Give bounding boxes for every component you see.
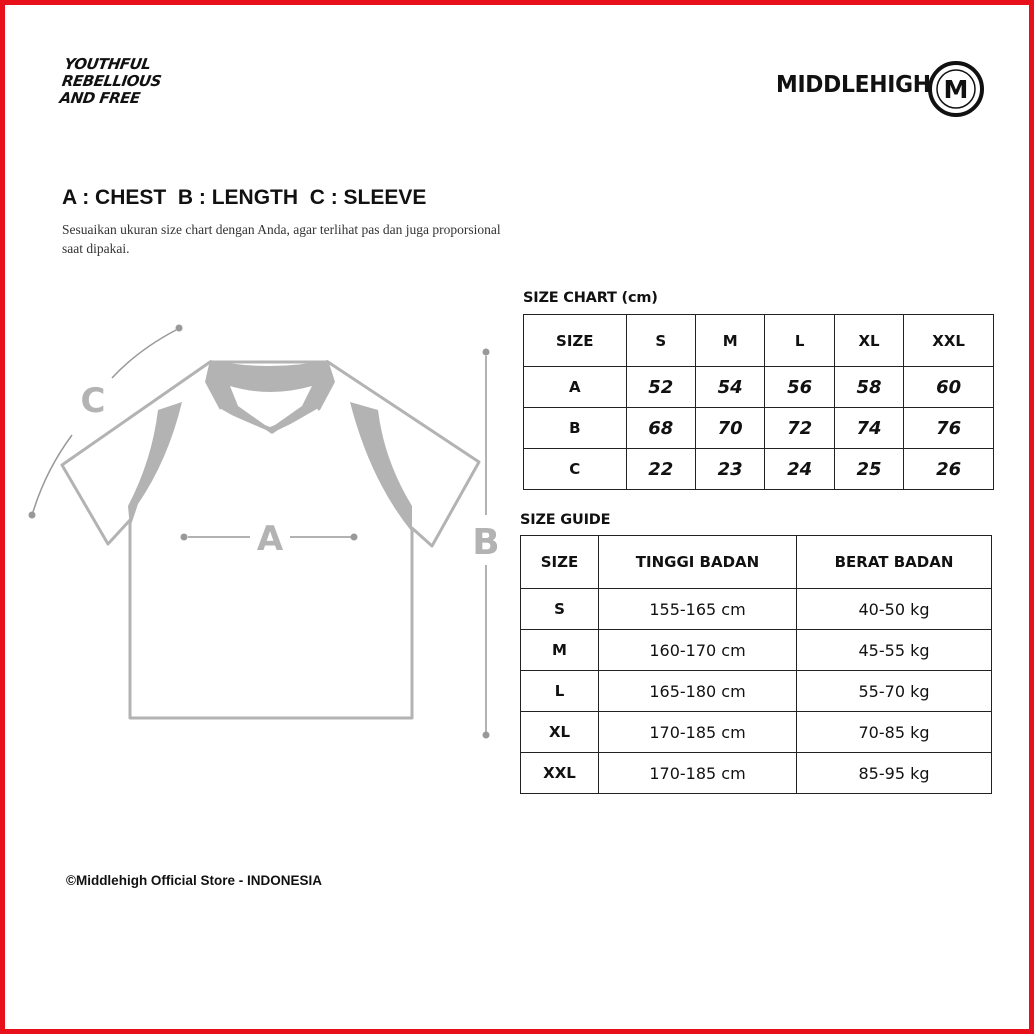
shirt-diagram	[20, 310, 510, 750]
row-label: C	[524, 449, 627, 490]
weight-cell: 55-70 kg	[797, 671, 992, 712]
weight-cell: 85-95 kg	[797, 753, 992, 794]
brand-logo-letter: M	[943, 75, 969, 104]
length-measure-line	[472, 349, 499, 739]
size-guide-row	[521, 671, 992, 712]
size-guide-row	[521, 753, 992, 794]
size-cell: XL	[521, 712, 599, 753]
size-cell: XXL	[521, 753, 599, 794]
height-cell: 165-180 cm	[599, 671, 797, 712]
size-guide-header-row	[521, 536, 992, 589]
height-cell: 170-185 cm	[599, 712, 797, 753]
size-guide-header-cell: SIZE	[521, 536, 599, 589]
size-chart-header-cell: S	[626, 315, 695, 367]
size-chart-row-sleeve	[524, 449, 994, 490]
weight-cell: 70-85 kg	[797, 712, 992, 753]
size-chart-table	[523, 314, 994, 490]
measure-cell: 24	[765, 449, 834, 490]
size-guide-title: SIZE GUIDE	[520, 512, 611, 528]
measure-cell: 74	[834, 408, 903, 449]
size-chart-header-cell: XXL	[904, 315, 994, 367]
measure-cell: 60	[904, 367, 994, 408]
size-chart-row-chest	[524, 367, 994, 408]
measure-cell: 26	[904, 449, 994, 490]
size-cell: S	[521, 589, 599, 630]
brand-name: MIDDLEHIGH	[776, 72, 931, 98]
size-guide-row	[521, 589, 992, 630]
measure-cell: 22	[626, 449, 695, 490]
measure-cell: 54	[695, 367, 764, 408]
measure-cell: 52	[626, 367, 695, 408]
height-cell: 160-170 cm	[599, 630, 797, 671]
size-chart-header-cell: M	[695, 315, 764, 367]
description: Sesuaikan ukuran size chart dengan Anda, agar terlihat pas dan juga proporsional saat dipakai.	[62, 222, 501, 256]
brand-logo-icon	[927, 60, 985, 118]
tagline	[58, 56, 164, 107]
row-label: B	[524, 408, 627, 449]
chest-label: A	[256, 519, 284, 559]
size-guide-header-cell: TINGGI BADAN	[599, 536, 797, 589]
size-cell: L	[521, 671, 599, 712]
measure-cell: 68	[626, 408, 695, 449]
measure-cell: 23	[695, 449, 764, 490]
size-chart-title: SIZE CHART (cm)	[523, 290, 658, 306]
height-cell: 170-185 cm	[599, 753, 797, 794]
measure-cell: 72	[765, 408, 834, 449]
row-label: A	[524, 367, 627, 408]
measure-cell: 70	[695, 408, 764, 449]
page-title: A : CHEST B : LENGTH C : SLEEVE	[62, 186, 427, 209]
measure-cell: 25	[834, 449, 903, 490]
measure-cell: 76	[904, 408, 994, 449]
tagline-line-1: YOUTHFUL	[63, 55, 152, 73]
size-guide-row	[521, 630, 992, 671]
size-cell: M	[521, 630, 599, 671]
size-chart-header-cell: SIZE	[524, 315, 627, 367]
size-guide-header-cell: BERAT BADAN	[797, 536, 992, 589]
tagline-line-3: AND FREE	[58, 89, 142, 107]
copyright-footer: ©Middlehigh Official Store - INDONESIA	[66, 873, 322, 888]
length-label: B	[472, 522, 500, 563]
measure-cell: 56	[765, 367, 834, 408]
weight-cell: 40-50 kg	[797, 589, 992, 630]
size-guide-row	[521, 712, 992, 753]
sleeve-label: C	[80, 381, 106, 421]
height-cell: 155-165 cm	[599, 589, 797, 630]
tagline-line-2: REBELLIOUS	[60, 72, 163, 90]
size-guide-table	[520, 535, 992, 794]
size-chart-header-cell: XL	[834, 315, 903, 367]
size-chart-row-length	[524, 408, 994, 449]
weight-cell: 45-55 kg	[797, 630, 992, 671]
size-chart-header-cell: L	[765, 315, 834, 367]
measure-cell: 58	[834, 367, 903, 408]
size-chart-header-row	[524, 315, 994, 367]
